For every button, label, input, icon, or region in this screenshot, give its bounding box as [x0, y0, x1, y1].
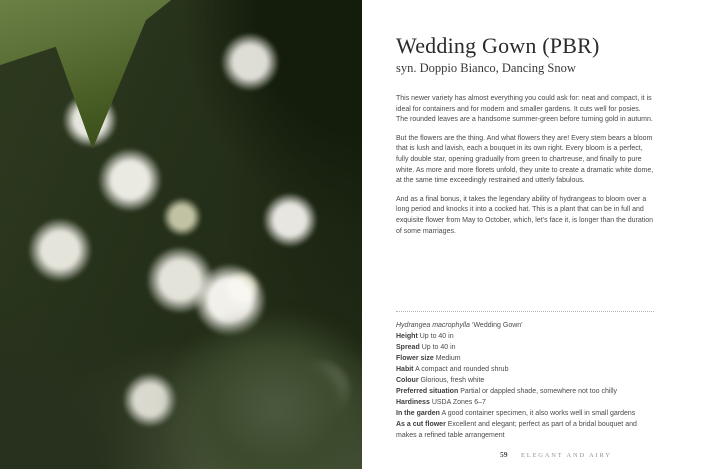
dotted-divider: [396, 311, 654, 312]
spec-row-in-the-garden: In the garden A good container specimen, it also works well in small gardens: [396, 410, 636, 417]
photo-leaf-bottom-right: [162, 309, 362, 469]
paragraph-3: And as a final bonus, it takes the legendary ability of hydrangeas to bloom over a long period and knocks it into a cocked hat. This is a plant that can be in full and exquisite flower from May to October, which, let’s face it, is longer than the duration of some marriages.: [396, 195, 654, 235]
spec-row-colour: Colour Glorious, fresh white: [396, 377, 485, 384]
spec-row-habit: Habit A compact and rounded shrub: [396, 366, 509, 373]
body-copy: [396, 94, 654, 245]
page-title: Wedding Gown (PBR): [396, 33, 600, 58]
species-latin: Hydrangea macrophylla: [396, 322, 470, 329]
species-name: [396, 320, 654, 331]
spec-row-flower-size: Flower size Medium: [396, 355, 461, 362]
spec-row-as-a-cut-flower: As a cut flower Excellent and elegant; perfect as part of a bridal bouquet and makes a refined table arrangement: [396, 421, 637, 439]
running-title: ELEGANT AND AIRY: [520, 452, 612, 459]
text-page: [362, 0, 720, 469]
paragraph-1: This newer variety has almost everything you could ask for: neat and compact, it is ideal for containers and for modern and smaller gardens. It cuts well for posies. The rounded leaves are a handsome summer-green before turning gold in autumn.: [396, 95, 653, 124]
spec-row-preferred-situation: Preferred situation Partial or dappled shade, somewhere not too chilly: [396, 388, 618, 395]
page-subtitle: syn. Doppio Bianco, Dancing Snow: [396, 61, 576, 75]
page-number: 59: [500, 450, 508, 459]
species-cultivar: ‘Wedding Gown’: [471, 322, 523, 329]
spec-list: [396, 320, 654, 441]
spec-row-spread: Spread Up to 40 in: [396, 344, 456, 351]
paragraph-2: But the flowers are the thing. And what flowers they are! Every stem bears a bloom that is lush and lavish, each a bouquet in its own right. Every bloom is a perfect, fully double star, opening gradually from green to chartreuse, and finally to pure white. As more and more florets unfold, they unite to create a dramatic white dome, at the same time exceedingly restrained and utterly fabulous.: [396, 134, 654, 185]
spec-row-height: Height Up to 40 in: [396, 333, 454, 340]
spec-row-hardiness: Hardiness USDA Zones 6–7: [396, 399, 486, 406]
page-footer: [500, 444, 612, 462]
